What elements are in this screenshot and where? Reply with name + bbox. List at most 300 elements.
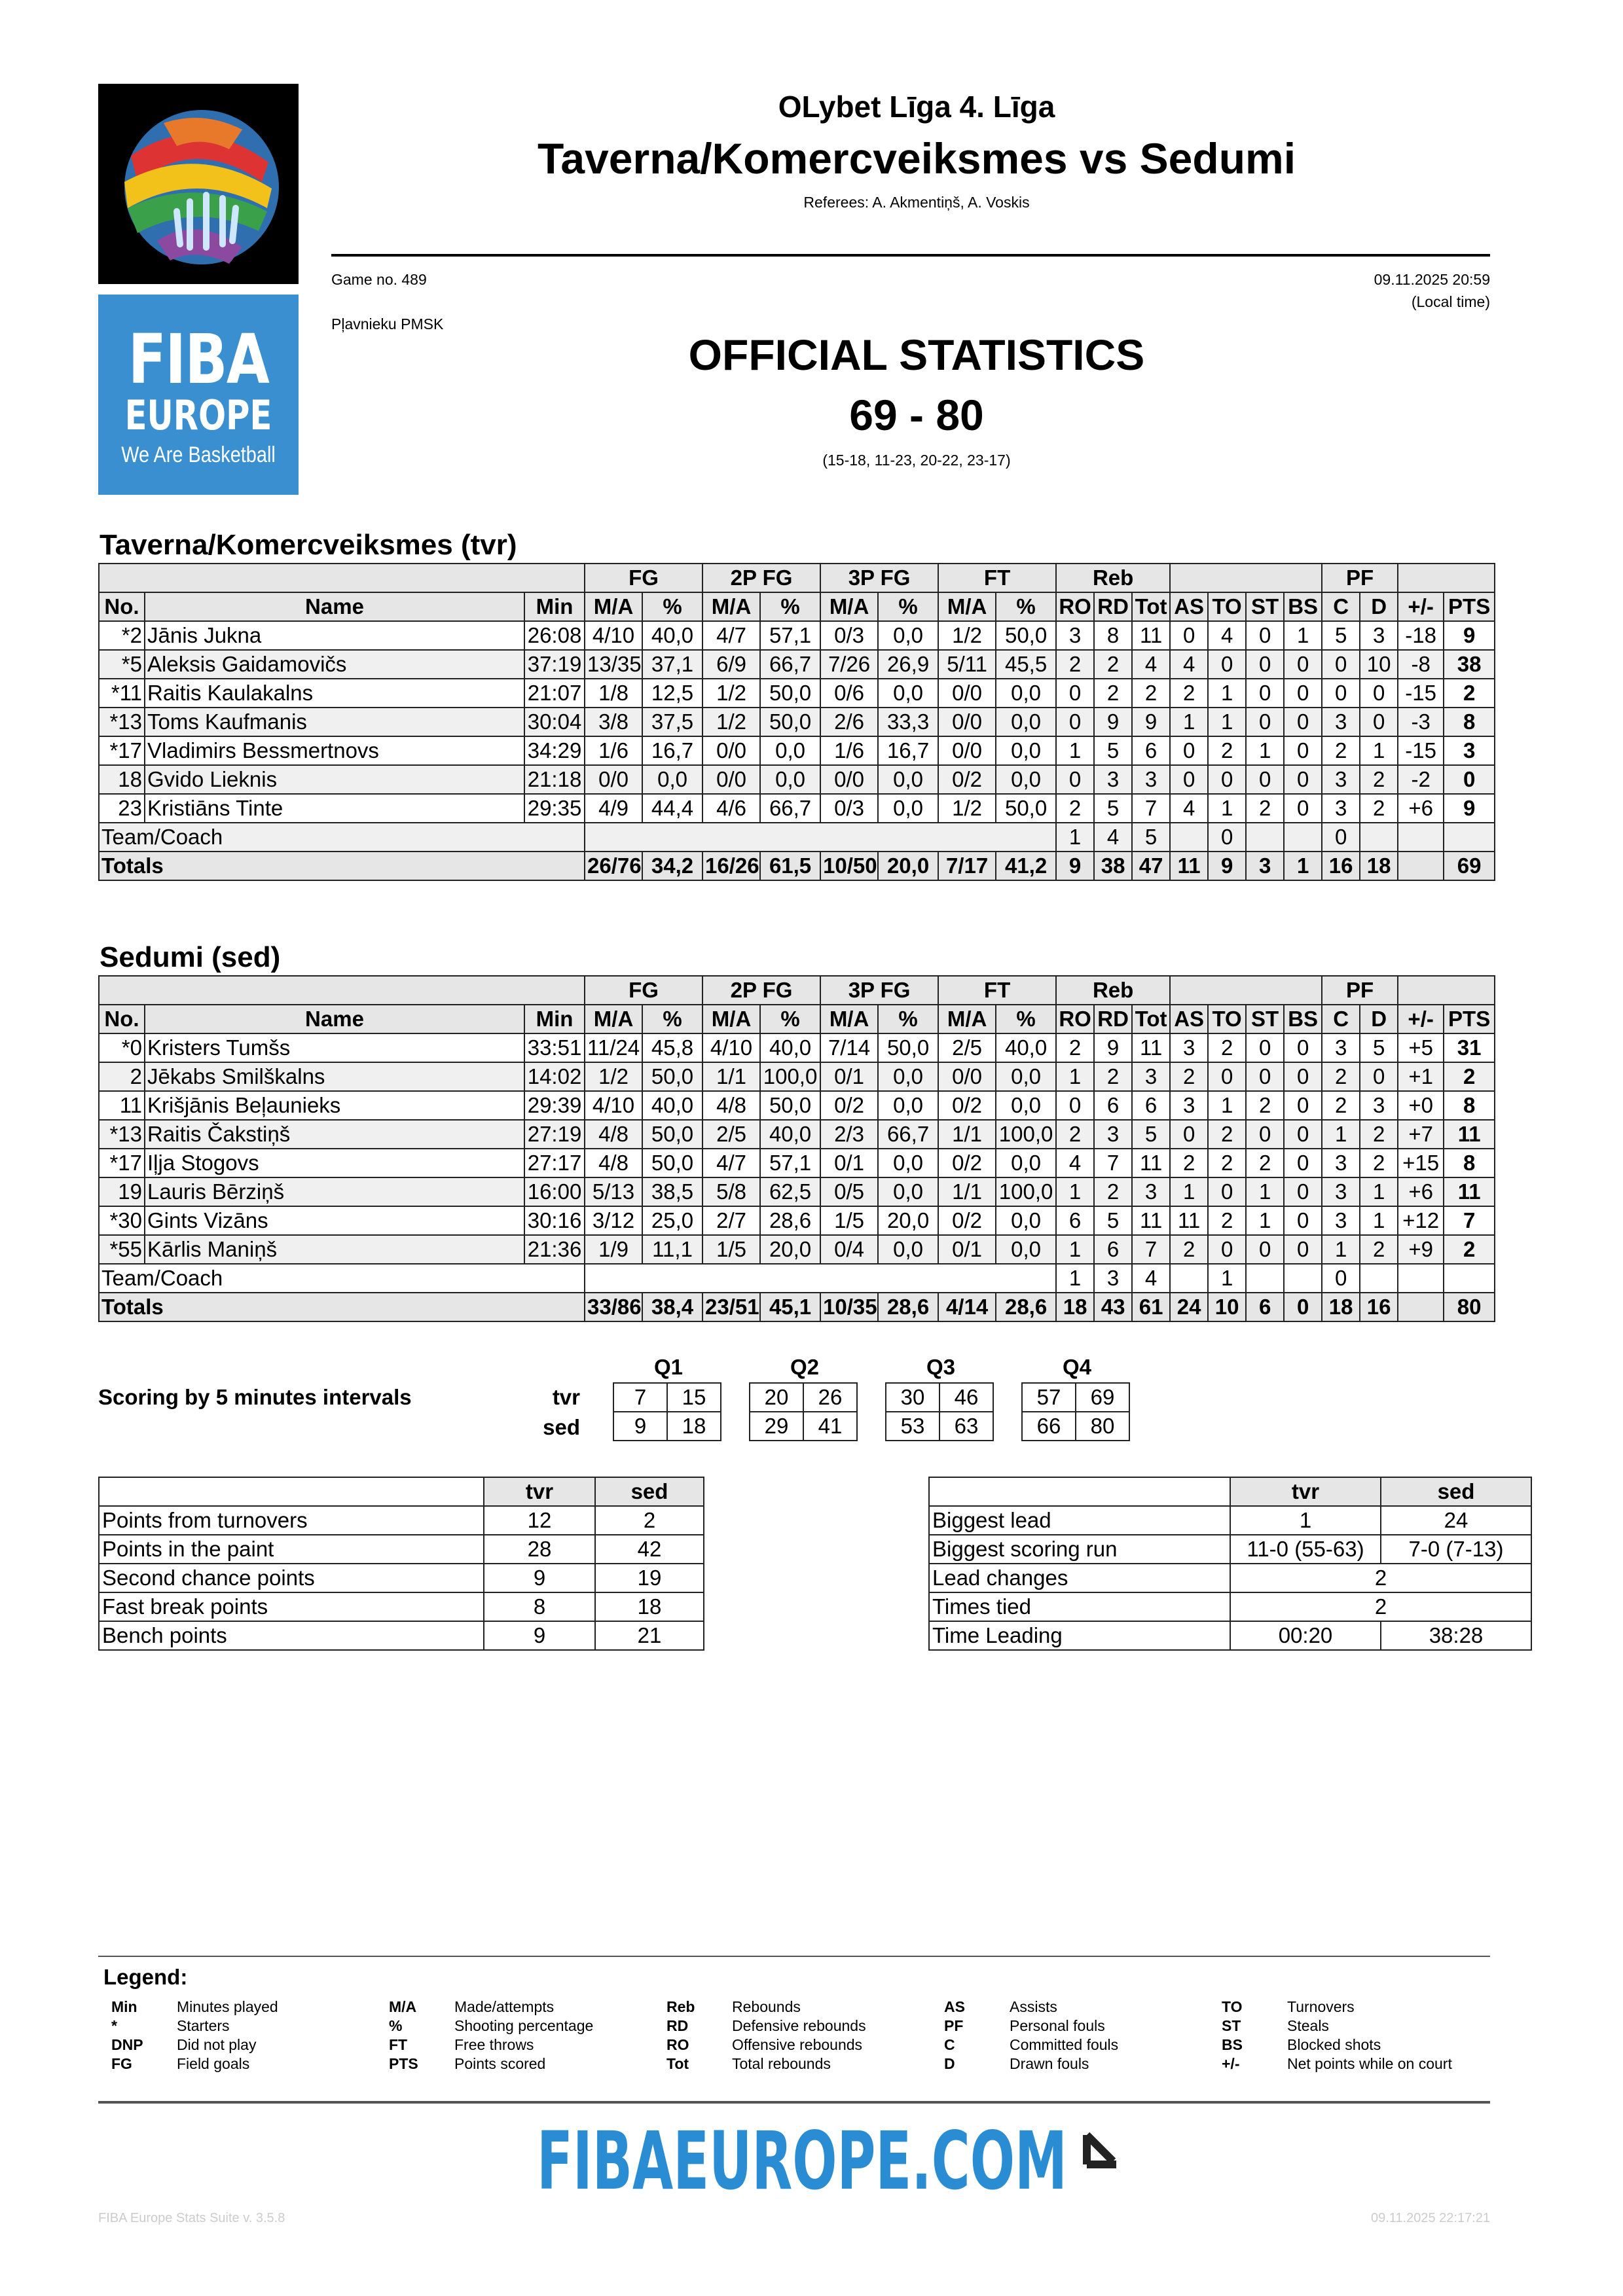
column-header: M/A [702, 592, 760, 621]
stat-cell: 33:51 [524, 1033, 585, 1062]
stat-cell: -2 [1398, 765, 1444, 794]
stat-cell: 5 [1094, 794, 1132, 823]
stat-cell: 9 [1444, 794, 1495, 823]
stat-cell: -3 [1398, 708, 1444, 736]
stat-cell: 4/7 [702, 1149, 760, 1177]
quarter-score-row [750, 1412, 857, 1441]
stat-cell: 0/6 [820, 679, 878, 708]
stat-cell: 57,1 [760, 621, 820, 650]
stat-cell: 2 [1132, 679, 1170, 708]
stat-cell: 62,5 [760, 1177, 820, 1206]
stat-cell: 2 [1246, 1091, 1284, 1120]
legend-desc: Did not play [177, 2036, 257, 2053]
totals-cell: 28,6 [878, 1293, 938, 1321]
stat-cell: 2 [1360, 1235, 1398, 1264]
stat-cell: 0 [1444, 765, 1495, 794]
quarter-score-row [613, 1383, 721, 1412]
player-number: 18 [99, 765, 145, 794]
summary-header: sed [595, 1477, 704, 1506]
player-name: Toms Kaufmanis [145, 708, 524, 736]
legend-key: FT [389, 2036, 408, 2053]
totals-cell: 1 [1284, 852, 1322, 880]
stat-cell: 37,5 [642, 708, 702, 736]
legend-column [389, 1998, 593, 2073]
stat-cell: 0 [1246, 650, 1284, 679]
legend-desc: Minutes played [177, 1998, 278, 2015]
summary-header: tvr [484, 1477, 595, 1506]
summary-value: 00:20 [1230, 1621, 1381, 1650]
game-number: Game no. 489 [331, 271, 427, 288]
column-header: M/A [585, 1005, 642, 1033]
totals-cell: 3 [1246, 852, 1284, 880]
quarter-score-box [613, 1382, 721, 1441]
player-name: Kristiāns Tinte [145, 794, 524, 823]
stat-cell: 6 [1056, 1206, 1094, 1235]
summary-value: 9 [484, 1564, 595, 1592]
stat-cell: 0,0 [996, 679, 1056, 708]
stat-cell: 0 [1284, 794, 1322, 823]
stat-cell: 11 [1444, 1120, 1495, 1149]
quarter-score-box [1021, 1382, 1130, 1441]
column-header: Min [524, 1005, 585, 1033]
player-name: Krišjānis Beļaunieks [145, 1091, 524, 1120]
quarter-score-cell: 26 [803, 1383, 857, 1412]
legend-key: +/- [1222, 2055, 1240, 2072]
stat-cell: 1 [1360, 1206, 1398, 1235]
stat-cell: +0 [1398, 1091, 1444, 1120]
stat-cell: 27:17 [524, 1149, 585, 1177]
column-header: No. [99, 592, 145, 621]
player-row [99, 1235, 1495, 1264]
legend-item [666, 2054, 866, 2073]
column-header: M/A [938, 1005, 996, 1033]
fibaeurope-com-logo [537, 2115, 1126, 2208]
player-name: Lauris Bērziņš [145, 1177, 524, 1206]
stat-cell: 4 [1208, 621, 1246, 650]
player-number: 2 [99, 1062, 145, 1091]
column-header: % [642, 592, 702, 621]
group-header [1170, 564, 1322, 592]
stat-cell: 16,7 [642, 736, 702, 765]
stat-cell [1444, 823, 1495, 852]
venue: Pļavnieku PMSK [331, 315, 444, 332]
summary-label: Points from turnovers [99, 1506, 484, 1535]
column-header: RD [1094, 592, 1132, 621]
totals-cell: 23/51 [702, 1293, 760, 1321]
totals-cell: 69 [1444, 852, 1495, 880]
column-header: RD [1094, 1005, 1132, 1033]
stat-cell: 11 [1132, 1149, 1170, 1177]
player-name: Iļja Stogovs [145, 1149, 524, 1177]
stat-cell: 0,0 [760, 765, 820, 794]
legend-desc: Made/attempts [454, 1998, 555, 2015]
column-header: TO [1208, 592, 1246, 621]
stat-cell: 3 [1322, 1033, 1360, 1062]
local-time-note: (Local time) [1411, 293, 1490, 310]
totals-cell: 26/76 [585, 852, 642, 880]
totals-cell: 16/26 [702, 852, 760, 880]
stat-cell: 40,0 [760, 1033, 820, 1062]
period-scores: (15-18, 11-23, 20-22, 23-17) [822, 452, 1011, 469]
summary-row [99, 1506, 704, 1535]
stat-cell: 0 [1246, 621, 1284, 650]
column-header: PTS [1444, 1005, 1495, 1033]
stat-cell: 0 [1056, 765, 1094, 794]
stat-cell: 1 [1246, 1177, 1284, 1206]
print-timestamp: 09.11.2025 22:17:21 [1370, 2211, 1490, 2225]
stat-cell: +6 [1398, 794, 1444, 823]
team-b-box-score [98, 975, 1495, 1322]
totals-cell: 47 [1132, 852, 1170, 880]
totals-cell: 9 [1056, 852, 1094, 880]
stat-cell: 0/0 [938, 736, 996, 765]
legend-column [1222, 1998, 1452, 2073]
stat-cell: 0 [1360, 708, 1398, 736]
column-header: D [1360, 592, 1398, 621]
stat-cell: 2 [1360, 1149, 1398, 1177]
stat-cell: 3 [1132, 1062, 1170, 1091]
team-b-title: Sedumi (sed) [100, 941, 281, 973]
stat-cell: 3 [1322, 765, 1360, 794]
stat-cell: 1/2 [702, 708, 760, 736]
stat-cell: 6 [1094, 1235, 1132, 1264]
legend-desc: Personal fouls [1010, 2017, 1105, 2034]
quarter-header: Q3 [926, 1355, 956, 1379]
stat-cell: 0,0 [878, 765, 938, 794]
stat-cell [1398, 823, 1444, 852]
stat-cell: 2 [1208, 1149, 1246, 1177]
totals-cell: 4/14 [938, 1293, 996, 1321]
stat-cell: 0 [1284, 1062, 1322, 1091]
stat-cell: 40,0 [996, 1033, 1056, 1062]
stat-cell: 4 [1056, 1149, 1094, 1177]
stat-cell: 0/0 [702, 736, 760, 765]
stat-cell: 0/3 [820, 621, 878, 650]
league-ball-logo [98, 84, 299, 284]
stat-cell: 6/9 [702, 650, 760, 679]
stat-cell: 1 [1208, 794, 1246, 823]
legend-desc: Free throws [454, 2036, 534, 2053]
legend-desc: Starters [177, 2017, 230, 2034]
stat-cell: 3/8 [585, 708, 642, 736]
scoring-intervals-label: Scoring by 5 minutes intervals [98, 1385, 412, 1409]
stat-cell: 3 [1132, 1177, 1170, 1206]
stat-cell: 0 [1284, 1235, 1322, 1264]
stat-cell: 20,0 [760, 1235, 820, 1264]
stat-cell: 11 [1132, 621, 1170, 650]
stat-cell: 11 [1132, 1206, 1170, 1235]
summary-value: 38:28 [1381, 1621, 1531, 1650]
summary-row [929, 1564, 1531, 1592]
fibaeurope-logo-text: FIBAEUROPE.COM [537, 2115, 1067, 2208]
stat-cell: 0 [1284, 1177, 1322, 1206]
stat-cell: 27:19 [524, 1120, 585, 1149]
legend-column [944, 1998, 1118, 2073]
totals-cell: 11 [1170, 852, 1208, 880]
quarter-score-box [749, 1382, 858, 1441]
stat-cell: 0 [1284, 1206, 1322, 1235]
stat-cell: 0 [1056, 1091, 1094, 1120]
stat-cell: 2 [1056, 650, 1094, 679]
player-row [99, 1033, 1495, 1062]
legend-key: D [944, 2055, 955, 2072]
player-number: *13 [99, 1120, 145, 1149]
header-divider [331, 254, 1490, 257]
summary-header: sed [1381, 1477, 1531, 1506]
stat-cell: 1/6 [585, 736, 642, 765]
legend-item [944, 2017, 1118, 2036]
stat-cell: 0 [1322, 679, 1360, 708]
legend-desc: Steals [1287, 2017, 1329, 2034]
totals-cell: 16 [1322, 852, 1360, 880]
totals-cell: 28,6 [996, 1293, 1056, 1321]
scoring-team-a-code: tvr [552, 1385, 580, 1409]
stat-cell: 50,0 [760, 708, 820, 736]
stat-cell: 6 [1132, 736, 1170, 765]
column-header: % [878, 1005, 938, 1033]
stat-cell: 0 [1284, 679, 1322, 708]
stat-cell [1170, 823, 1208, 852]
stat-cell: 0/2 [938, 1149, 996, 1177]
stat-cell: 0 [1284, 765, 1322, 794]
team-coach-label: Team/Coach [99, 823, 585, 852]
column-header: Tot [1132, 1005, 1170, 1033]
legend-desc: Defensive rebounds [732, 2017, 866, 2034]
quarter-score-cell: 57 [1022, 1383, 1076, 1412]
column-header: BS [1284, 592, 1322, 621]
group-header [1170, 976, 1322, 1005]
stat-cell: 26,9 [878, 650, 938, 679]
stat-cell: 13/35 [585, 650, 642, 679]
team-coach-row [99, 823, 1495, 852]
stat-cell: 37,1 [642, 650, 702, 679]
stat-cell: 2 [1208, 736, 1246, 765]
summary-row [99, 1592, 704, 1621]
stat-cell: +15 [1398, 1149, 1444, 1177]
summary-label: Lead changes [929, 1564, 1230, 1592]
stat-cell: 1/2 [938, 621, 996, 650]
group-header [99, 564, 585, 592]
legend-item [666, 2036, 866, 2054]
stat-cell: 0 [1208, 1062, 1246, 1091]
stat-cell: 4/10 [702, 1033, 760, 1062]
stat-cell: 9 [1444, 621, 1495, 650]
stat-cell: 20,0 [878, 1206, 938, 1235]
group-header: FT [938, 564, 1056, 592]
player-row [99, 794, 1495, 823]
stat-cell: 4/10 [585, 1091, 642, 1120]
stat-cell: 3/12 [585, 1206, 642, 1235]
legend-key: RD [666, 2017, 689, 2034]
legend-key: Reb [666, 1998, 695, 2015]
summary-right-table [928, 1477, 1532, 1651]
legend-item [1222, 1998, 1452, 2017]
column-header: Name [145, 592, 524, 621]
team-coach-label: Team/Coach [99, 1264, 585, 1293]
legend-desc: Points scored [454, 2055, 546, 2072]
column-header: PTS [1444, 592, 1495, 621]
legend-item [389, 2054, 593, 2073]
player-row [99, 1206, 1495, 1235]
stat-cell: 1 [1208, 679, 1246, 708]
column-header: Name [145, 1005, 524, 1033]
stat-cell: 0/1 [820, 1062, 878, 1091]
stat-cell: 38 [1444, 650, 1495, 679]
stat-cell: 1 [1284, 621, 1322, 650]
legend-desc: Offensive rebounds [732, 2036, 863, 2053]
summary-value: 19 [595, 1564, 704, 1592]
quarter-score-cell: 53 [886, 1412, 939, 1441]
stat-cell: 0,0 [996, 765, 1056, 794]
game-datetime: 09.11.2025 20:59 [1374, 271, 1490, 288]
summary-value: 2 [1230, 1564, 1531, 1592]
group-header: 3P FG [820, 564, 938, 592]
legend-item [389, 2017, 593, 2036]
stat-cell: 0/0 [938, 1062, 996, 1091]
group-header-row [99, 976, 1495, 1005]
legend-item [944, 2036, 1118, 2054]
totals-row [99, 1293, 1495, 1321]
stat-cell: 0 [1208, 1235, 1246, 1264]
stat-cell: 16:00 [524, 1177, 585, 1206]
player-name: Kristers Tumšs [145, 1033, 524, 1062]
stat-cell: 0 [1284, 1033, 1322, 1062]
totals-label: Totals [99, 852, 585, 880]
stat-cell: 0,0 [642, 765, 702, 794]
stat-cell: 3 [1094, 1264, 1132, 1293]
stat-cell: 0/0 [585, 765, 642, 794]
stat-cell: 4 [1170, 650, 1208, 679]
stat-cell: 0,0 [996, 1091, 1056, 1120]
totals-cell: 45,1 [760, 1293, 820, 1321]
summary-value: 18 [595, 1592, 704, 1621]
stat-cell: 66,7 [760, 650, 820, 679]
stat-cell: 1 [1360, 1177, 1398, 1206]
stat-cell: 5 [1094, 1206, 1132, 1235]
stat-cell: 0 [1284, 1120, 1322, 1149]
stat-cell: 16,7 [878, 736, 938, 765]
player-name: Gvido Lieknis [145, 765, 524, 794]
player-number: 19 [99, 1177, 145, 1206]
summary-value: 24 [1381, 1506, 1531, 1535]
stat-cell: 30:04 [524, 708, 585, 736]
stat-cell: 2 [1444, 1062, 1495, 1091]
stat-cell: 1 [1208, 1091, 1246, 1120]
player-number: *0 [99, 1033, 145, 1062]
stat-cell: 2 [1322, 1091, 1360, 1120]
totals-cell: 10/35 [820, 1293, 878, 1321]
stat-cell: 8 [1444, 1149, 1495, 1177]
stat-cell: 2/3 [820, 1120, 878, 1149]
stat-cell: 3 [1322, 1177, 1360, 1206]
stat-cell: 0 [1170, 621, 1208, 650]
referees: Referees: A. Akmentiņš, A. Voskis [803, 194, 1030, 211]
stat-cell: 2 [1444, 1235, 1495, 1264]
legend-column [666, 1998, 866, 2073]
quarter-score-row [613, 1412, 721, 1441]
stat-cell: +7 [1398, 1120, 1444, 1149]
legend-item [944, 1998, 1118, 2017]
quarter-score-cell: 30 [886, 1383, 939, 1412]
stat-cell: 1 [1360, 736, 1398, 765]
column-header: AS [1170, 1005, 1208, 1033]
player-number: *55 [99, 1235, 145, 1264]
summary-row [99, 1621, 704, 1650]
stat-cell: 0 [1322, 650, 1360, 679]
stat-cell [1246, 1264, 1284, 1293]
summary-value: 1 [1230, 1506, 1381, 1535]
totals-cell: 41,2 [996, 852, 1056, 880]
group-header [1398, 564, 1495, 592]
stat-cell: 4/10 [585, 621, 642, 650]
stat-cell: 30:16 [524, 1206, 585, 1235]
stat-cell: 2/6 [820, 708, 878, 736]
summary-label: Times tied [929, 1592, 1230, 1621]
legend-key: PF [944, 2017, 964, 2034]
summary-row [99, 1564, 704, 1592]
footer-divider [98, 2101, 1490, 2104]
stat-cell: 8 [1094, 621, 1132, 650]
quarter-score-cell: 80 [1076, 1412, 1129, 1441]
stat-cell: 0 [1170, 765, 1208, 794]
stat-cell: 0,0 [878, 1149, 938, 1177]
summary-value: 8 [484, 1592, 595, 1621]
team-a-title: Taverna/Komercveiksmes (tvr) [100, 529, 517, 561]
stat-cell: 1 [1056, 823, 1094, 852]
stat-cell: 0/5 [820, 1177, 878, 1206]
player-name: Raitis Čakstiņš [145, 1120, 524, 1149]
totals-cell: 20,0 [878, 852, 938, 880]
stat-cell: 1 [1170, 1177, 1208, 1206]
summary-label: Points in the paint [99, 1535, 484, 1564]
stat-cell: 4 [1132, 1264, 1170, 1293]
stat-cell: 33,3 [878, 708, 938, 736]
stat-cell: 7/26 [820, 650, 878, 679]
stat-cell: 0,0 [996, 736, 1056, 765]
stat-cell: 5 [1360, 1033, 1398, 1062]
stat-cell: 6 [1094, 1091, 1132, 1120]
stat-cell: 2 [1322, 1062, 1360, 1091]
group-header: FG [585, 564, 702, 592]
stat-cell: 0 [1208, 1177, 1246, 1206]
stat-cell: 40,0 [642, 1091, 702, 1120]
column-header: M/A [702, 1005, 760, 1033]
summary-label: Time Leading [929, 1621, 1230, 1650]
column-header-row [99, 592, 1495, 621]
totals-cell: 61 [1132, 1293, 1170, 1321]
legend-desc: Turnovers [1287, 1998, 1355, 2015]
stat-cell: 37:19 [524, 650, 585, 679]
legend-key: TO [1222, 1998, 1243, 2015]
quarter-header: Q2 [790, 1355, 820, 1379]
quarter-score-box [885, 1382, 994, 1441]
group-header [99, 976, 585, 1005]
totals-cell: 7/17 [938, 852, 996, 880]
stat-cell: 25,0 [642, 1206, 702, 1235]
quarter-score-cell: 46 [939, 1383, 993, 1412]
stat-cell: 8 [1444, 708, 1495, 736]
stat-cell: 0 [1246, 1120, 1284, 1149]
tagline-logo-text: We Are Basketball [121, 442, 276, 467]
stat-cell: 2 [1208, 1120, 1246, 1149]
stat-cell: 2 [1094, 650, 1132, 679]
column-header: C [1322, 1005, 1360, 1033]
group-header: PF [1322, 976, 1398, 1005]
summary-header-blank [929, 1477, 1230, 1506]
stat-cell: 9 [1094, 708, 1132, 736]
player-number: 23 [99, 794, 145, 823]
stat-cell: 2 [1444, 679, 1495, 708]
